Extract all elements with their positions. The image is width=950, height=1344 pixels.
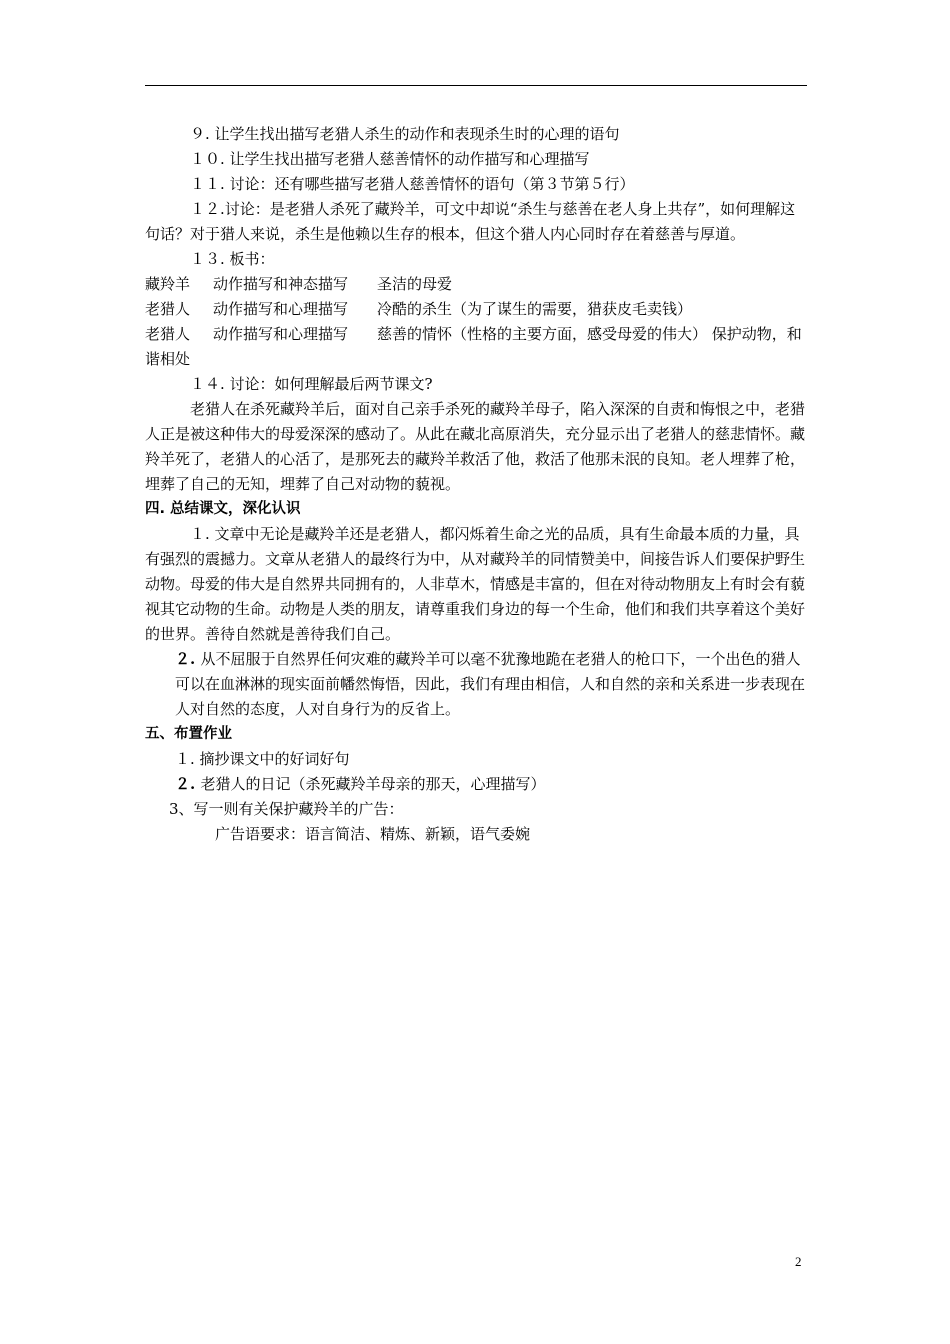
header-rule: [145, 85, 807, 86]
section-4-paragraph-1: [145, 522, 807, 647]
item-9: ９. 让学生找出描写老猎人杀生的动作和表现杀生时的心理的语句: [190, 125, 620, 143]
paragraph-number: ２.: [175, 650, 201, 668]
board-row: [145, 297, 807, 322]
homework-1: [145, 747, 807, 772]
board-row: [145, 322, 807, 372]
board-theme: 慈善的情怀（性格的主要方面，感受母爱的伟大） 保护动物，和谐相处: [145, 325, 802, 368]
board-theme: 圣洁的母爱: [377, 275, 453, 293]
board-subject: 老猎人: [145, 325, 191, 343]
item-13: １３. 板书：: [190, 250, 275, 268]
section-4-title: 四. 总结课文，深化认识: [145, 501, 301, 517]
paragraph-text: 从不屈服于自然界任何灾难的藏羚羊可以毫不犹豫地跪在老猎人的枪口下，一个出色的猎人可以在血淋淋的现实面前幡然悔悟，因此，我们有理由相信，人和自然的亲和关系进一步表现在人对自然的态度，人对自身行为的反省上。: [175, 650, 806, 718]
board-subject: 老猎人: [145, 300, 191, 318]
document-body: [145, 122, 807, 847]
paragraph-text: 文章中无论是藏羚羊还是老猎人，都闪烁着生命之光的品质，具有生命最本质的力量，具有强烈的震撼力。文章从老猎人的最终行为中，从对藏羚羊的同情赞美中，间接告诉人们要保护野生动物。母爱的伟大是自然界共同拥有的，人非草木，情感是丰富的，但在对待动物朋友上有时会有藐视其它动物的生命。动物是人类的朋友，请尊重我们身边的每一个生命，他们和我们共享着这个美好的世界。善待自然就是善待我们自己。: [145, 525, 806, 643]
homework-number: １.: [175, 750, 200, 768]
board-method: 动作描写和心理描写: [213, 300, 349, 318]
homework-2: [145, 772, 807, 797]
paragraph-number: １.: [190, 525, 215, 543]
page-number: 2: [795, 1254, 802, 1269]
board-subject: 藏羚羊: [145, 275, 191, 293]
homework-number: ２.: [175, 775, 201, 793]
homework-text: 摘抄课文中的好词好句: [199, 750, 350, 768]
item-12: １２.讨论：是老猎人杀死了藏羚羊，可文中却说“杀生与慈善在老人身上共存”，如何理解这句话？对于猎人来说，杀生是他赖以生存的根本，但这个猎人内心同时存在着慈善与厚道。: [145, 200, 796, 243]
board-row: [145, 272, 807, 297]
homework-3-requirement: 广告语要求：语言简洁、精炼、新颖，语气委婉: [215, 825, 531, 843]
board-theme: 冷酷的杀生（为了谋生的需要，猎获皮毛卖钱）: [377, 300, 693, 318]
section-4-paragraph-2: [145, 647, 807, 722]
section-5-title: 五、布置作业: [145, 726, 232, 742]
homework-text: 老猎人的日记（杀死藏羚羊母亲的那天，心理描写）: [200, 775, 546, 793]
board-method: 动作描写和神态描写: [213, 275, 349, 293]
item-14-answer: 老猎人在杀死藏羚羊后，面对自己亲手杀死的藏羚羊母子，陷入深深的自责和悔恨之中，老猎人正是被这种伟大的母爱深深的感动了。从此在藏北高原消失，充分显示出了老猎人的慈悲情怀。藏羚羊死了，老猎人的心活了，是那死去的藏羚羊救活了他，救活了他那未泯的良知。老人埋葬了枪，埋葬了自己的无知，埋葬了自己对动物的藐视。: [145, 400, 806, 493]
item-14: １４. 讨论：如何理解最后两节课文?: [190, 375, 433, 393]
homework-3: 3、写一则有关保护藏羚羊的广告：: [169, 800, 404, 818]
item-11: １１. 讨论：还有哪些描写老猎人慈善情怀的语句（第３节第５行）: [190, 175, 635, 193]
item-10: １０. 让学生找出描写老猎人慈善情怀的动作描写和心理描写: [190, 150, 590, 168]
board-method: 动作描写和心理描写: [213, 325, 349, 343]
